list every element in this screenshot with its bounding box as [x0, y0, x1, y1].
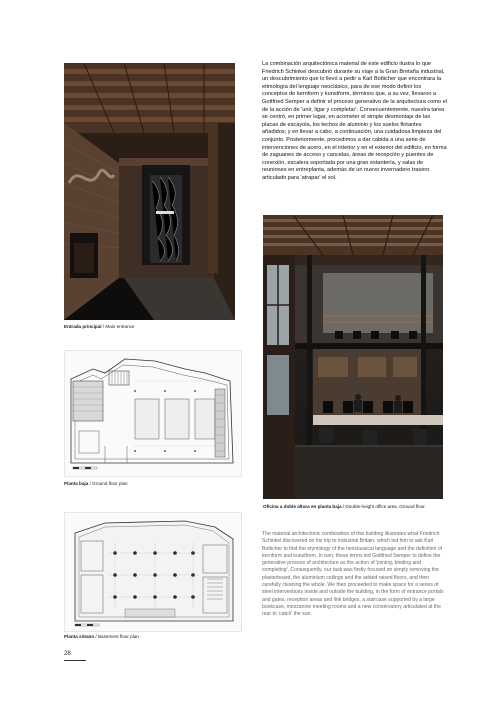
ground-plan-caption: Planta baja / Ground floor plan	[64, 481, 128, 486]
basement-plan-caption: Planta sótano / Basement floor plan	[64, 634, 139, 639]
basement-floor-plan	[64, 512, 242, 632]
entrance-caption-es: Entrada principal	[64, 324, 102, 329]
article-text-english	[262, 531, 447, 619]
basement-plan-caption-en: Basement floor plan	[97, 634, 139, 639]
basement-plan-caption-es: Planta sótano	[64, 634, 95, 639]
entrance-caption-en: Main entrance	[105, 324, 135, 329]
ground-floor-plan-drawing	[65, 351, 241, 476]
office-caption: Oficina a doble altura en planta baja / Double-height office area. Ground floor.	[263, 504, 426, 509]
entrance-caption: Entrada principal / Main entrance	[64, 324, 135, 329]
office-caption-en: Double-height office area. Ground floor.	[345, 504, 426, 509]
page-number: 28	[64, 651, 71, 657]
office-caption-es: Oficina a doble altura en planta baja	[263, 504, 342, 509]
ground-plan-caption-en: Ground floor plan	[92, 481, 128, 486]
office-photo	[263, 215, 443, 499]
ground-floor-plan	[64, 350, 242, 477]
entrance-photo	[64, 63, 235, 320]
article-paragraph-en: The material architectonic combination of this building illustrates what Friedrich Schinkel discovered on his trip to industrial Britain, which led him to ask Karl Botticher to find the etymology of the neoclassical language and the definition of kernform and kunstform. In turn, these terms led Gottfried Semper to define the generative process of architecture as the action of 'joining, binding and completing'. Consequently, our task was firstly focused on simply removing the plasterboard, the aluminium ceilings and the added raised floors, and then carefully cleaning the whole. We then proceeded to make space for a series of steel interventions inside and outside the building, in the form of entrance portals and gates, reception areas and link bridges, a staircase supported by a large bookcase, mezzanine meeting rooms and a new conservatory articulated at the rear to 'catch' the sun.	[262, 531, 444, 618]
page-number-rule	[64, 660, 86, 661]
office-photo-drawing	[263, 215, 443, 499]
article-text-spanish	[262, 61, 447, 183]
basement-floor-plan-drawing	[65, 513, 241, 631]
article-paragraph-es: La combinación arquitectónica material de este edificio ilustra lo que Friedrich Schinkel descubrió durante su viaje a la Gran Bretaña industrial, un descubrimiento que lo llevó a pedir a Karl Botticher que encontrara la etimología del lenguaje neoclásico, para de ese modo definir los conceptos de kernform y kunstform, términos que, a su vez, llevaron a Gottfried Semper a definir el proceso generativo de la arquitectura como el de la acción de 'unir, ligar y completar'. Consecuentemente, nuestra tarea se centró, en primer lugar, en acometer el simple desmontaje de las placas de escayola, los techos de aluminio y los suelos flotantes añadidos; y en llevar a cabo, a continuación, una cuidadosa limpieza del conjunto. Posteriormente, procedimos a dar cabida a una serie de intervenciones de acero, en el interior y en el exterior del edificio, en forma de zaguanes de acceso y cancelas, áreas de recepción y puentes de conexión, escalera soportada por una gran estantería, y salas de reuniones en entreplanta, además de un nuevo invernadero trasero articulado para 'atrapar' el sol.	[262, 61, 448, 181]
entrance-photo-drawing	[64, 63, 235, 320]
ground-plan-caption-es: Planta baja	[64, 481, 89, 486]
